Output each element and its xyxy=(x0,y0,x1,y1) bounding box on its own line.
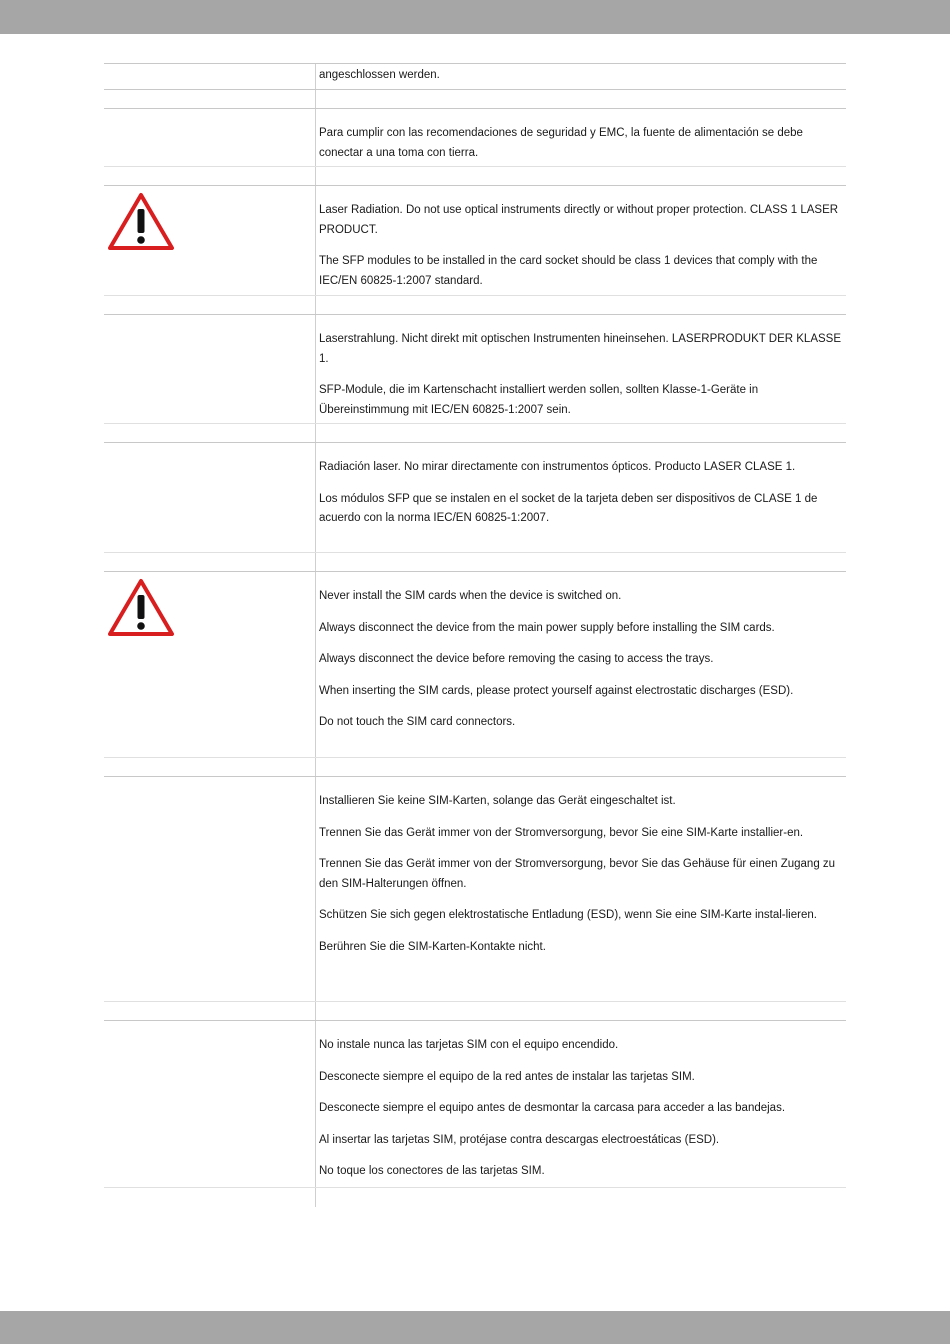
row-text-de-sim xyxy=(319,792,841,957)
warning-triangle-icon xyxy=(107,191,175,251)
paragraph: Trennen Sie das Gerät immer von der Stromversorgung, bevor Sie eine SIM-Karte installier-en. xyxy=(319,826,804,839)
row-text-es-sim xyxy=(319,1036,841,1182)
row-divider xyxy=(104,442,846,443)
paragraph: Always disconnect the device before removing the casing to access the trays. xyxy=(319,653,714,665)
row-divider xyxy=(104,757,846,758)
row-divider xyxy=(104,108,846,109)
paragraph: Installieren Sie keine SIM-Karten, solange das Gerät eingeschaltet ist. xyxy=(319,795,676,807)
row-divider xyxy=(104,423,846,424)
paragraph: Berühren Sie die SIM-Karten-Kontakte nicht. xyxy=(319,940,546,953)
paragraph: Never install the SIM cards when the device is switched on. xyxy=(319,590,622,602)
paragraph: Radiación laser. No mirar directamente con instrumentos ópticos. Producto LASER CLASE 1. xyxy=(319,461,796,473)
paragraph: Laserstrahlung. Nicht direkt mit optischen Instrumenten hineinsehen. LASERPRODUKT DER KLASSE 1. xyxy=(319,333,842,365)
paragraph: Laser Radiation. Do not use optical instruments directly or without proper protection. CLASS 1 LASER PRODUCT. xyxy=(319,204,839,236)
row-divider xyxy=(104,552,846,553)
row-divider xyxy=(104,314,846,315)
row-divider xyxy=(104,776,846,777)
paragraph: Para cumplir con las recomendaciones de seguridad y EMC, la fuente de alimentación se debe conectar a una toma con tierra. xyxy=(319,127,803,159)
paragraph: The SFP modules to be installed in the card socket should be class 1 devices that comply with the IEC/EN 60825-1:2007 standard. xyxy=(319,255,818,287)
row-divider xyxy=(104,1020,846,1021)
paragraph: Los módulos SFP que se instalen en el socket de la tarjeta deben ser dispositivos de CLASE 1 de acuerdo con la norma IEC/EN 60825-1:2007. xyxy=(319,492,818,524)
row-text-en-sim xyxy=(319,587,841,733)
row-divider xyxy=(104,166,846,167)
row-divider xyxy=(104,1001,846,1002)
column-divider xyxy=(315,63,316,90)
paragraph: Do not touch the SIM card connectors. xyxy=(319,716,516,728)
paragraph: Schützen Sie sich gegen elektrostatische Entladung (ESD), wenn Sie eine SIM-Karte instal-lieren. xyxy=(319,909,817,921)
paragraph: SFP-Module, die im Kartenschacht installiert werden sollen, sollten Klasse-1-Geräte in Übereinstimmung mit IEC/EN 60825-1:2007 sein. xyxy=(319,384,759,416)
row-text-es-laser xyxy=(319,458,841,529)
row-divider xyxy=(104,63,846,64)
paragraph: Desconecte siempre el equipo antes de desmontar la carcasa para acceder a las bandejas. xyxy=(319,1102,786,1114)
paragraph: No instale nunca las tarjetas SIM con el equipo encendido. xyxy=(319,1039,619,1051)
row-text-de-laser xyxy=(319,330,841,420)
paragraph: When inserting the SIM cards, please protect yourself against electrostatic discharges (ESD). xyxy=(319,684,794,697)
paragraph: Al insertar las tarjetas SIM, protéjase contra descargas electroestáticas (ESD). xyxy=(319,1133,720,1146)
paragraph: Desconecte siempre el equipo de la red antes de instalar las tarjetas SIM. xyxy=(319,1070,695,1083)
paragraph: angeschlossen werden. xyxy=(319,69,440,81)
paragraph: Trennen Sie das Gerät immer von der Stromversorgung, bevor Sie das Gehäuse für einen Zugang zu den SIM-Halterungen öffnen. xyxy=(319,858,836,890)
row-text-de-continued xyxy=(319,66,841,86)
row-divider xyxy=(104,1187,846,1188)
row-text-en-laser xyxy=(319,201,841,291)
paragraph: Always disconnect the device from the main power supply before installing the SIM cards. xyxy=(319,621,775,634)
page-footer-bar xyxy=(0,1311,950,1344)
column-divider xyxy=(315,90,316,1207)
row-divider xyxy=(104,295,846,296)
warning-triangle-icon xyxy=(107,577,175,637)
row-divider xyxy=(104,89,846,90)
paragraph: No toque los conectores de las tarjetas SIM. xyxy=(319,1165,545,1177)
row-divider xyxy=(104,571,846,572)
row-text-es-power xyxy=(319,124,841,163)
row-divider xyxy=(104,185,846,186)
